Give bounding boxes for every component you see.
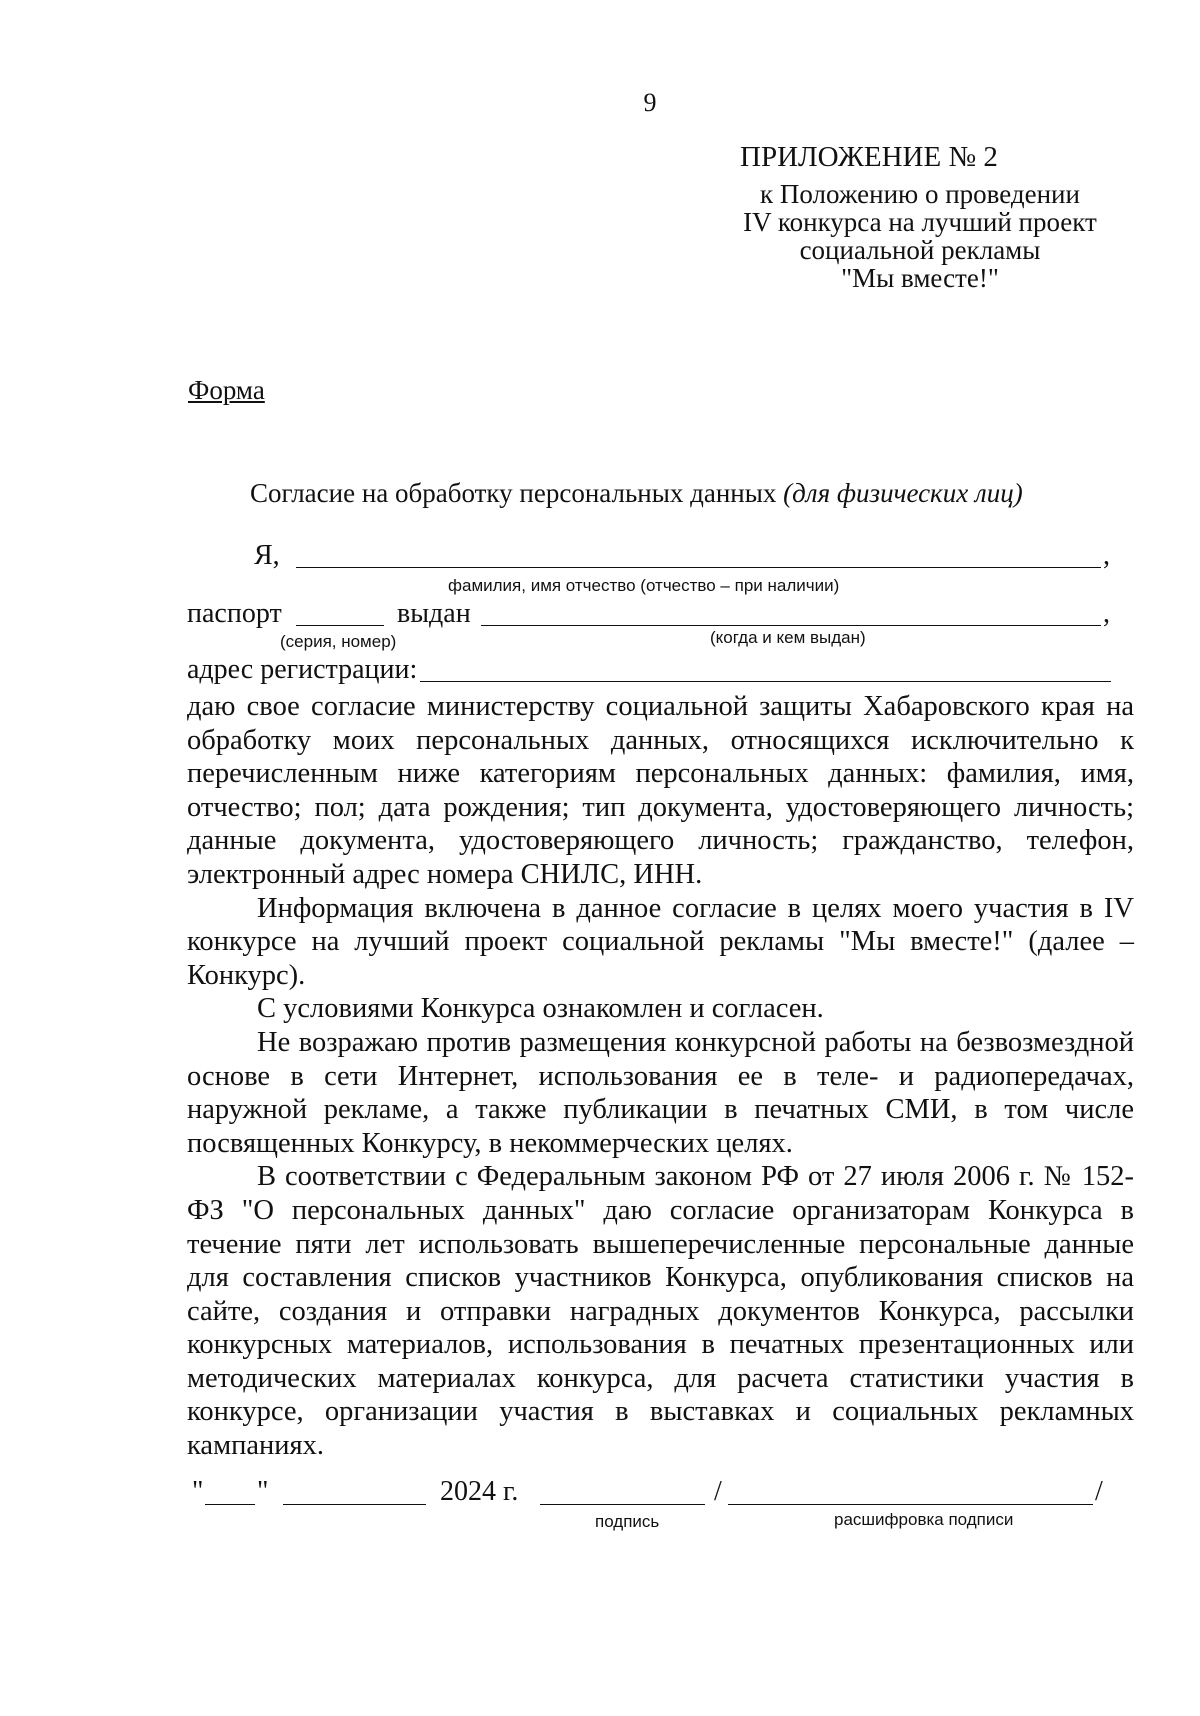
ref-line: к Положению о проведении — [760, 179, 1080, 209]
signature-caption: подпись — [595, 1512, 660, 1531]
signature-field[interactable] — [540, 1504, 705, 1505]
day-field[interactable] — [205, 1504, 255, 1505]
page-number: 9 — [643, 88, 657, 117]
address-field[interactable] — [420, 681, 1111, 682]
fio-field[interactable] — [296, 567, 1101, 568]
date-quote-open: " — [192, 1476, 204, 1507]
series-caption: (серия, номер) — [280, 632, 397, 651]
slash-right: / — [1095, 1476, 1103, 1507]
consent-paragraph: С условиями Конкурса ознакомлен и согласен. — [257, 993, 824, 1025]
fio-comma: , — [1103, 540, 1110, 571]
passport-issued-field[interactable] — [481, 625, 1101, 626]
consent-paragraph: Информация включена в данное согласие в целях моего участия в IV конкурсе на лучший проект социальной рекламы "Мы вместе!" (далее – Конкурс). — [187, 892, 1134, 991]
issued-caption: (когда и кем выдан) — [710, 628, 866, 647]
consent-body — [187, 690, 1134, 1463]
consent-paragraph: Не возражаю против размещения конкурсной работы на безвозмездной основе в сети Интернет, использования ее в теле- и радиопередачах, наружной рекламе, а также публикации в печатных СМИ, в том числе посвященных Конкурсу, в некоммерческих целях. — [187, 1026, 1134, 1159]
signature-decode-field[interactable] — [728, 1504, 1093, 1505]
appendix-reference — [700, 180, 1140, 292]
title-italic: (для физических лиц) — [783, 478, 1023, 508]
address-label: адрес регистрации: — [187, 654, 418, 685]
date-quote-close: " — [257, 1476, 269, 1507]
appendix-heading: ПРИЛОЖЕНИЕ № 2 — [740, 141, 998, 173]
year-label: 2024 г. — [440, 1476, 519, 1507]
ref-line: социальной рекламы — [799, 235, 1041, 265]
ref-line: "Мы вместе!" — [841, 263, 999, 293]
consent-paragraph: даю свое согласие министерству социальной защиты Хабаровского края на обработку моих персональных данных, относящихся исключительно к перечисленным ниже категориям персональных данных: фамилия, имя, отчество; пол; дата рождения; тип документа, удостоверяющего личность; данные документа, удостоверяющего личность; гражданство, телефон, электронный адрес номера СНИЛС, ИНН. — [187, 691, 1134, 890]
issued-label: выдан — [397, 598, 471, 629]
i-prefix: Я, — [254, 540, 280, 571]
passport-label: паспорт — [187, 598, 282, 629]
issued-comma: , — [1103, 598, 1110, 629]
consent-paragraph: В соответствии с Федеральным законом РФ от 27 июля 2006 г. № 152-ФЗ "О персональных данных" даю согласие организаторам Конкурса в течение пяти лет использовать вышеперечисленные персональные данные для составления списков участников Конкурса, опубликования списков на сайте, создания и отправки наградных документов Конкурса, рассылки конкурсных материалов, использования в печатных презентационных или методических материалах конкурса, для расчета статистики участия в конкурсе, организации участия в выставках и социальных рекламных кампаниях. — [187, 1161, 1134, 1462]
month-field[interactable] — [283, 1504, 426, 1505]
decode-caption: расшифровка подписи — [834, 1510, 1014, 1529]
fio-caption: фамилия, имя отчество (отчество – при наличии) — [448, 576, 840, 595]
slash-left: / — [714, 1476, 722, 1507]
document-title — [250, 478, 1023, 509]
passport-series-field[interactable] — [296, 625, 384, 626]
form-label: Форма — [188, 375, 265, 405]
title-main: Согласие на обработку персональных данных — [250, 478, 777, 508]
ref-line: IV конкурса на лучший проект — [743, 207, 1097, 237]
